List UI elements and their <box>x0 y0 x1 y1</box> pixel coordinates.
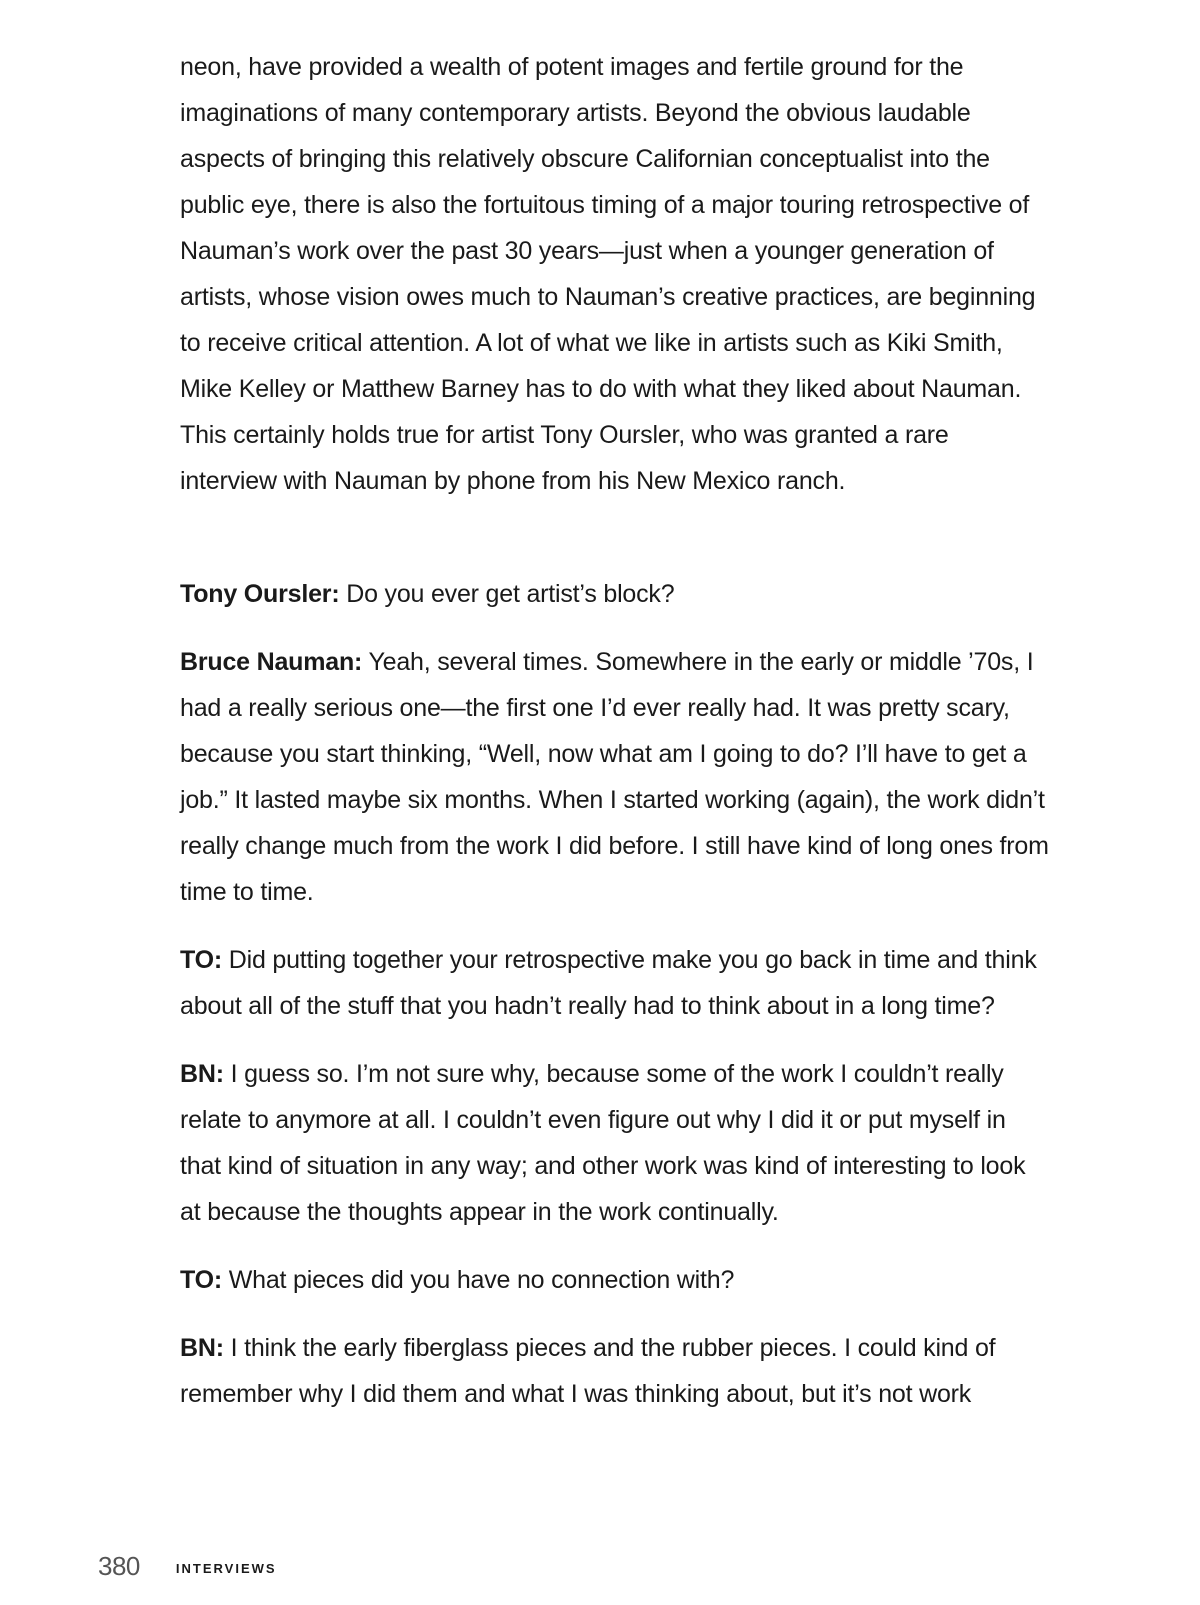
exchange-text: What pieces did you have no connection with? <box>222 1266 735 1294</box>
exchange-text: I think the early fiberglass pieces and the rubber pieces. I could kind of remember why I did them and what I was thinking about, but it’s not work <box>180 1334 996 1408</box>
interview-exchange-2 <box>180 639 1052 915</box>
exchange-text: I guess so. I’m not sure why, because some of the work I couldn’t really relate to anymore at all. I couldn’t even figure out why I did it or put myself in that kind of situation in any way; and other work was kind of interesting to look at because the thoughts appear in the work continually. <box>180 1060 1026 1226</box>
interview-exchange-6 <box>180 1325 1052 1417</box>
speaker-label: BN: <box>180 1060 224 1088</box>
speaker-label: Tony Oursler: <box>180 580 340 608</box>
exchange-text: Yeah, several times. Somewhere in the early or middle ’70s, I had a really serious one—the first one I’d ever really had. It was pretty scary, because you start thinking, “Well, now what am I going to do? I’ll have to get a job.” It lasted maybe six months. When I started working (again), the work didn’t really change much from the work I did before. I still have kind of long ones from time to time. <box>180 648 1049 906</box>
interview-exchange-3 <box>180 937 1052 1029</box>
page-number: 380 <box>98 1550 140 1581</box>
section-label: INTERVIEWS <box>175 1560 277 1576</box>
speaker-label: TO: <box>180 1266 222 1294</box>
interview-exchange-1 <box>180 571 1052 617</box>
speaker-label: Bruce Nauman: <box>180 648 363 676</box>
intro-paragraph: neon, have provided a wealth of potent images and fertile ground for the imaginations of many contemporary artists. Beyond the obvious laudable aspects of bringing this relatively obscure Californian conceptualist into the public eye, there is also the fortuitous timing of a major touring retrospective of Nauman’s work over the past 30 years—just when a younger generation of artists, whose vision owes much to Nauman’s creative practices, are beginning to receive critical attention. A lot of what we like in artists such as Kiki Smith, Mike Kelley or Matthew Barney has to do with what they liked about Nauman. This certainly holds true for artist Tony Oursler, who was granted a rare interview with Nauman by phone from his New Mexico ranch. <box>180 53 1036 495</box>
exchange-text: Do you ever get artist’s block? <box>339 580 675 608</box>
exchange-text: Did putting together your retrospective make you go back in time and think about all of the stuff that you hadn’t really had to think about in a long time? <box>180 946 1037 1020</box>
speaker-label: TO: <box>180 946 222 974</box>
interview-exchange-4 <box>180 1051 1052 1235</box>
article-body <box>180 44 1052 1439</box>
interview-exchange-5 <box>180 1257 1052 1303</box>
page-footer <box>98 1546 277 1586</box>
speaker-label: BN: <box>180 1334 224 1362</box>
